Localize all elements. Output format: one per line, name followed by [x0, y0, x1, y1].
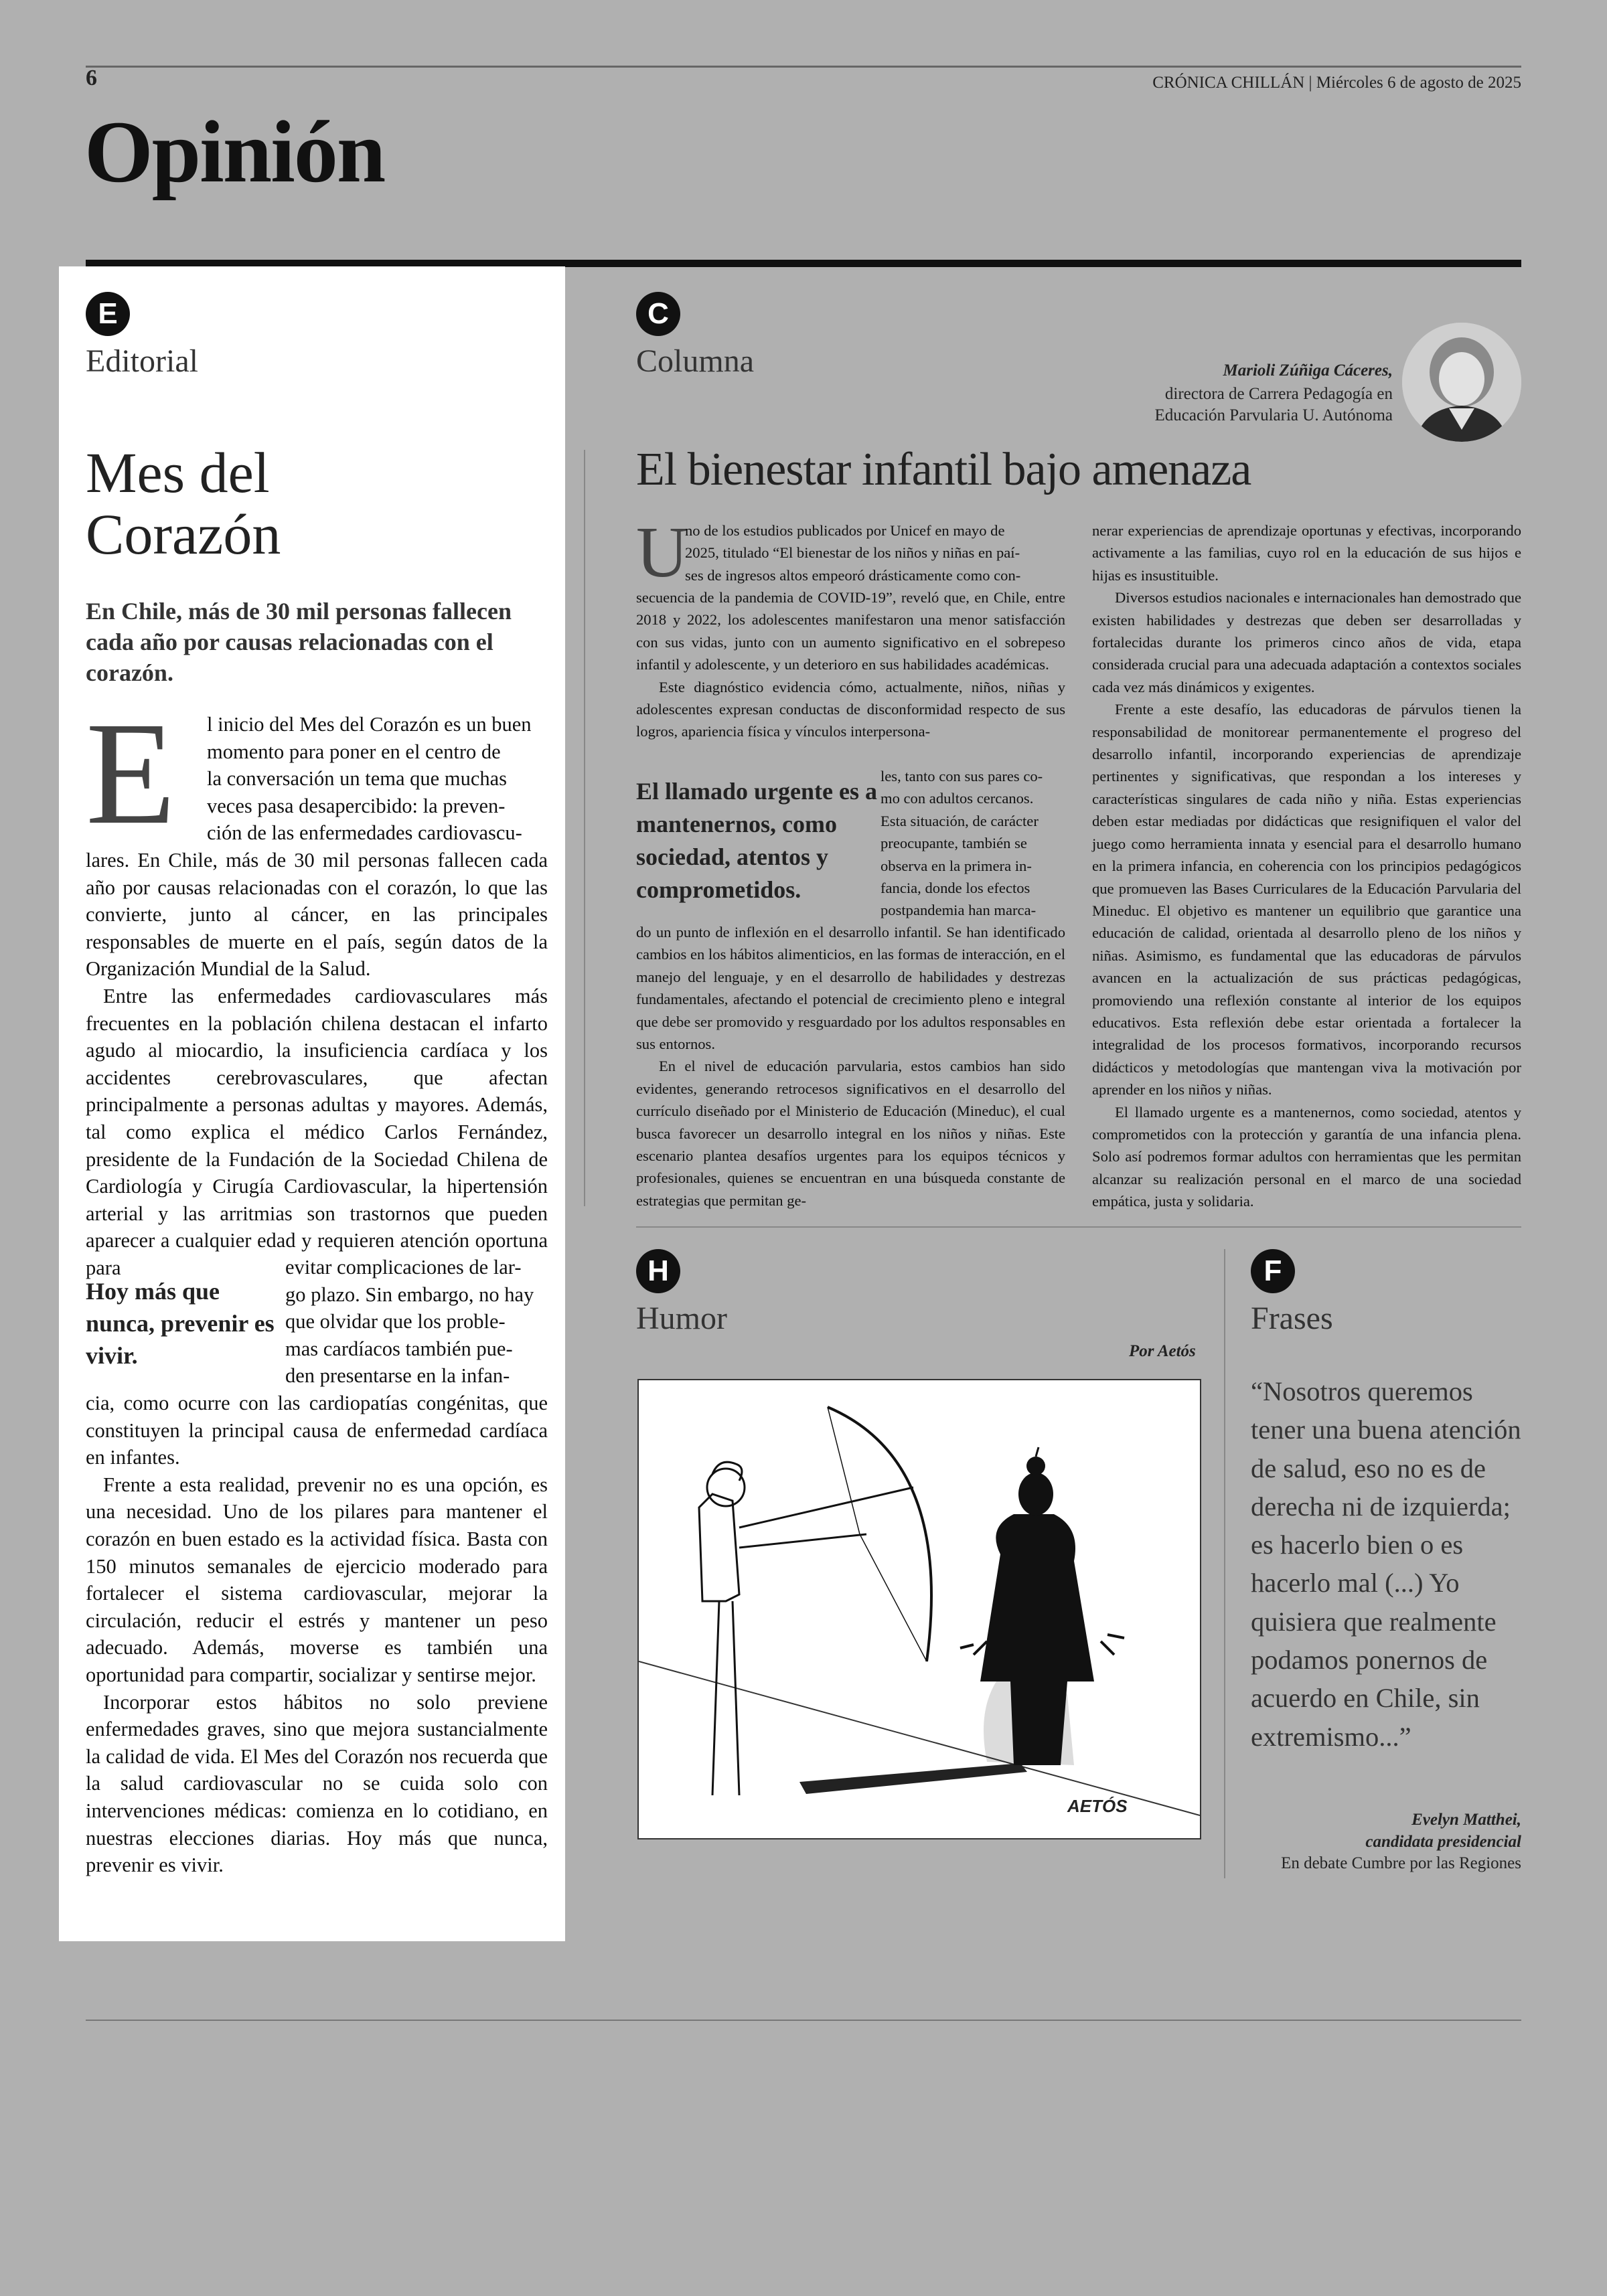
- editorial-text-line: que olvidar que los proble-: [285, 1310, 506, 1333]
- editorial-body-top: [86, 847, 548, 1282]
- column-text-line: ses de ingresos altos empeoró drásticamente como con-: [685, 566, 1021, 584]
- column-label: Columna: [636, 343, 754, 379]
- column-text-line: no de los estudios publicados por Unicef en mayo de: [685, 522, 1005, 539]
- cartoon-credit: Por Aetós: [1129, 1342, 1196, 1360]
- column-paragraph: En el nivel de educación parvularia, estos cambios han sido evidentes, generando retrocesos significativos en el desarrollo del currículo diseñado por el Ministerio de Educación (Mineduc), el cual busca favorecer un desarrollo integral en los niños y niñas. Este escenario plantea desafíos urgentes para los equipos técnicos y profesionales, quienes se encuentran en una búsqueda constante de estrategias que permitan ge-: [636, 1058, 1065, 1209]
- frase-quote: “Nosotros queremos tener una buena atención de salud, eso no es de derecha ni de izquierda; es hacerlo bien o es hacerlo mal (...) Yo quisiera que realmente podamos ponernos de acuerdo en Chile, sin extremismo...”: [1251, 1376, 1521, 1752]
- editorial-body-bottom: [86, 1390, 548, 1879]
- frase-author: Evelyn Matthei,: [1411, 1811, 1521, 1829]
- editorial-text-line: evitar complicaciones de lar-: [285, 1256, 522, 1279]
- editorial-paragraph: Incorporar estos hábitos no solo previene enfermedades graves, sino que mejora sustancialmente la calidad de vida. El Mes del Corazón nos recuerda que la salud cardiovascular no se cuida solo con intervenciones médicas: comienza en lo cotidiano, en nuestras elecciones diarias. Hoy más que nunca, prevenir es vivir.: [86, 1690, 548, 1877]
- column-text-line: observa en la primera in-: [881, 857, 1032, 874]
- editorial-paragraph: Frente a esta realidad, prevenir no es una opción, es una necesidad. Uno de los pilares para mantener el corazón en buen estado es la actividad física. Basta con 150 minutos semanales de ejercicio moderado para fortalecer el sistema cardiovascular, mejorar la circulación, reducir el estrés y mantener un peso adecuado. Además, moverse es también una oportunidad para compartir, socializar y sentirse mejor.: [86, 1473, 548, 1686]
- frase-author-role: candidata presidencial: [1365, 1833, 1521, 1851]
- editorial-title-line1: Mes del: [86, 440, 270, 505]
- column-text-line: les, tanto con sus pares co-: [881, 768, 1043, 785]
- editorial-drop-cap: E: [86, 691, 176, 855]
- column-text-line: preocupante, también se: [881, 835, 1027, 852]
- frase-source: En debate Cumbre por las Regiones: [1281, 1854, 1521, 1872]
- cartoon-panel: [637, 1379, 1201, 1839]
- column-bottom-rule: [636, 1226, 1521, 1228]
- column-body-top: [636, 586, 1065, 743]
- editorial-text-line: l inicio del Mes del Corazón es un buen: [207, 713, 532, 736]
- column-body-bottom: [636, 921, 1065, 1212]
- column-divider: [584, 450, 585, 1206]
- column-paragraph: do un punto de inflexión en el desarrollo infantil. Se han identificado cambios en los hábitos alimenticios, en las formas de interacción, en el manejo del lenguaje, y en el desarrollo de habilidades y destrezas fundamentales, afectando el potencial de crecimiento pleno e integral que debe ser promovido y resguardado por los adultos responsables en sus entornos.: [636, 924, 1065, 1053]
- editorial-title-line2: Corazón: [86, 502, 281, 566]
- column-p1-lines: [685, 519, 1065, 586]
- editorial-text-line: momento para poner en el centro de: [207, 740, 501, 763]
- column-author-name: Marioli Zúñiga Cáceres,: [1223, 361, 1393, 380]
- editorial-text-line: mas cardíacos también pue-: [285, 1337, 513, 1360]
- column-side-lines: [881, 765, 1065, 922]
- column-text-line: postpandemia han marca-: [881, 902, 1037, 919]
- column-text-line: 2025, titulado “El bienestar de los niños y niñas en paí-: [685, 544, 1020, 562]
- cartoon-signature: AETÓS: [1067, 1796, 1128, 1816]
- editorial-text-line: den presentarse en la infan-: [285, 1364, 510, 1388]
- author-portrait-icon: [1402, 323, 1521, 442]
- masthead: CRÓNICA CHILLÁN | Miércoles 6 de agosto de 2025: [1152, 74, 1521, 92]
- header-top-rule: [86, 66, 1521, 68]
- editorial-paragraph: Entre las enfermedades cardiovasculares más frecuentes en la población chilena destacan el infarto agudo al miocardio, la insuficiencia cardíaca y los accidentes cerebrovasculares, que afectan principalmente a personas adultas y mayores. Además, tal como explica el médico Carlos Fernández, presidente de la Fundación de la Sociedad Chilena de Cardiología y Cirugía Cardiovascular, la hipertensión arterial y las arritmias son trastornos que pueden aparecer a cualquier edad y requieren atención oportuna para: [86, 984, 548, 1279]
- column-paragraph: secuencia de la pandemia de COVID-19”, reveló que, en Chile, entre 2018 y 2022, los adolescentes manifestaron una menor satisfacción con sus vidas, junto con un aumento significativo en el sobrepeso infantil y adolescente, y un deterioro en sus habilidades académicas.: [636, 589, 1065, 673]
- column-text-line: mo con adultos cercanos.: [881, 790, 1034, 807]
- editorial-p1-lines: [207, 711, 548, 847]
- column-text-line: fancia, donde los efectos: [881, 880, 1030, 897]
- author-avatar: [1402, 323, 1521, 442]
- column-paragraph: Frente a este desafío, las educadoras de párvulos tienen la responsabilidad de monitorear permanentemente el progreso del desarrollo infantil, incorporando experiencias de aprendizaje pertinentes y significativas, que respondan a los intereses y características singulares de cada niño y niña. Estas experiencias deben estar mediadas por didácticas que resignifiquen el valor del juego como herramienta innata y esencial para el desarrollo humano en la primera infancia, en coherencia con los principios pedagógicos que promueven las Bases Curriculares de la Educación Parvularia del Mineduc. El objetivo es mantener un equilibrio que garantice una educación de calidad, orientada al desarrollo pleno de los niños y niñas. Asimismo, es fundamental que las educadoras de párvulos avancen en la actualización de sus prácticas pedagógicas, promoviendo una reflexión constante al interior de los equipos educativos. Esta reflexión debe estar orientada a fortalecer la integralidad de los procesos formativos, incorporando recursos didácticos y metodologías que mantengan viva la motivación por aprender en los niños y niñas.: [1092, 701, 1521, 1098]
- editorial-text-line: go plazo. Sin embargo, no hay: [285, 1283, 534, 1306]
- editorial-title: [86, 442, 487, 565]
- editorial-text-line: veces pasa desapercibido: la preven-: [207, 794, 506, 817]
- frases-badge: F: [1251, 1249, 1295, 1293]
- editorial-paragraph: lares. En Chile, más de 30 mil personas fallecen cada año por causas relacionadas con el corazón, lo que las convierte, junto al cáncer, en las principales responsables de muerte en el país, según datos de la Organización Mundial de la Salud.: [86, 849, 548, 981]
- column-text-line: Esta situación, de carácter: [881, 812, 1039, 829]
- column-paragraph: El llamado urgente es a mantenernos, como sociedad, atentos y comprometidos con la protección y garantía de una infancia plena. Solo así podremos formar adultos con herramientas que les permitan alcanzar su realización personal en el marco de una sociedad empática, justa y solidaria.: [1092, 1103, 1521, 1210]
- column-paragraph: nerar experiencias de aprendizaje oportunas y efectivas, incorporando activamente a las familias, cuyo rol en la educación de sus hijos e hijas es insustituible.: [1092, 522, 1521, 584]
- editorial-pull-quote: Hoy más que nunca, prevenir es vivir.: [86, 1278, 275, 1369]
- footer-rule: [86, 2020, 1521, 2021]
- column-title: El bienestar infantil bajo amenaza: [636, 444, 1251, 495]
- column-paragraph: Este diagnóstico evidencia cómo, actualmente, niños, niñas y adolescentes expresan conductas de disconformidad respecto de sus logros, apariencia física y vínculos interpersona-: [636, 678, 1065, 740]
- editorial-badge: E: [86, 292, 130, 336]
- column-author-role: directora de Carrera Pedagogía en Educación Parvularia U. Autónoma: [1154, 385, 1393, 424]
- editorial-lede: En Chile, más de 30 mil personas fallecen cada año por causas relacionadas con el corazón.: [86, 598, 512, 686]
- column-body-right: [1092, 519, 1521, 1213]
- archer-cartoon-icon: [639, 1380, 1200, 1838]
- section-title: Opinión: [84, 102, 385, 201]
- page-number: 6: [86, 66, 97, 90]
- humor-label: Humor: [636, 1301, 727, 1336]
- humor-frases-divider: [1224, 1249, 1225, 1878]
- column-drop-cap: U: [636, 513, 688, 592]
- humor-badge: H: [636, 1249, 680, 1293]
- column-badge: C: [636, 292, 680, 336]
- column-pull-quote: El llamado urgente es a mantenernos, como sociedad, atentos y comprometidos.: [636, 778, 877, 903]
- editorial-paragraph: cia, como ocurre con las cardiopatías congénitas, que constituyen la principal causa de enfermedad cardíaca en infantes.: [86, 1392, 548, 1469]
- frases-label: Frases: [1251, 1301, 1333, 1336]
- editorial-text-line: la conversación un tema que muchas: [207, 767, 508, 791]
- column-paragraph: Diversos estudios nacionales e internacionales han demostrado que existen habilidades y destrezas que deben ser desarrolladas y fortalecidas durante los primeros cinco años de vida, etapa considerada crucial para una adecuada adaptación a contextos sociales cada vez más dinámicos y exigentes.: [1092, 589, 1521, 695]
- editorial-side-lines: [285, 1254, 548, 1390]
- editorial-text-line: ción de las enfermedades cardiovascu-: [207, 821, 522, 845]
- editorial-label: Editorial: [86, 343, 198, 379]
